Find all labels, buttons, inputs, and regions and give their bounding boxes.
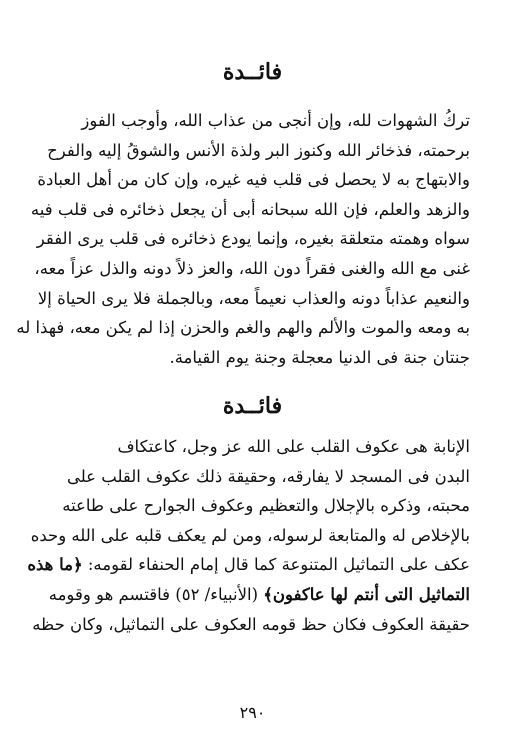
paragraph-line (38, 580, 470, 610)
paragraph-text: فاقتسم هو وقومه (48, 584, 171, 604)
paragraph-line: الإنابة هى عكوف القلب على الله عز وجل، كاعتكاف (117, 437, 470, 456)
section-heading-2: فائــدة (222, 393, 283, 419)
paragraph-line: البدن فى المسجد لا يفارقه، وحقيقة ذلك عكوف القلب على (66, 466, 470, 486)
page-number: ٢٩٠ (239, 703, 266, 722)
quran-verse-start: ﴿ما هذه (27, 555, 83, 575)
paragraph-line: بالإخلاص له والمتابعة لرسوله، ومن لم يعكف قلبه على الله وحده (30, 525, 470, 545)
paragraph-line: برحمته، فذخائر الله وكنوز البر ولذة الأنس والشوقُ إليه والفرح (47, 140, 470, 160)
paragraph-text: عكف على التماثيل المتنوعة كما قال إمام الحنفاء لقومه: (87, 555, 470, 575)
paragraph-line: والابتهاج به لا يحصل فى قلب فيه غيره، وإن كان من أهل العبادة (37, 170, 470, 190)
section-heading-1: فائــدة (222, 59, 283, 85)
paragraph-line: تركُ الشهوات لله، وإن أنجى من عذاب الله، وأوجب الفوز (81, 111, 470, 130)
paragraph-line: محبته، وذكره بالإجلال والتعظيم وعكوف الجوارح على طاعته (62, 496, 470, 516)
quran-verse-text: التماثيل التى أنتم لها عاكفون﴾ (263, 584, 470, 604)
paragraph-line: والزهد والعلم، فإن الله سبحانه أبى أن يجعل ذخائره فى قلب فيه (30, 199, 470, 219)
verse-reference: (الأنبياء/ ٥٢) (175, 584, 259, 604)
paragraph-1 (16, 106, 470, 372)
paragraph-line: به ومعه والموت والألم والهم والغم والحزن إذا لم يكن معه، فهذا له (16, 318, 470, 338)
paragraph-line: والنعيم عذاباً دونه والعذاب نعيماً معه، وبالجملة فلا يرى الحياة إلا (37, 288, 470, 308)
paragraph-line: حقيقة العكوف فكان حظ قومه العكوف على التماثيل، وكان حظه (32, 614, 470, 634)
paragraph-line: سواه وهمته متعلقة بغيره، وإنما يودع ذخائره فى قلب يرى الفقر (36, 229, 470, 249)
paragraph-line (27, 550, 470, 580)
paragraph-2 (27, 432, 470, 639)
paragraph-line: غنى مع الله والغنى فقراً دون الله، والعز ذلاً دونه والذل عزاً معه، (34, 258, 470, 278)
paragraph-line: جنتان جنة فى الدنيا معجلة وجنة يوم القيامة. (169, 347, 470, 367)
